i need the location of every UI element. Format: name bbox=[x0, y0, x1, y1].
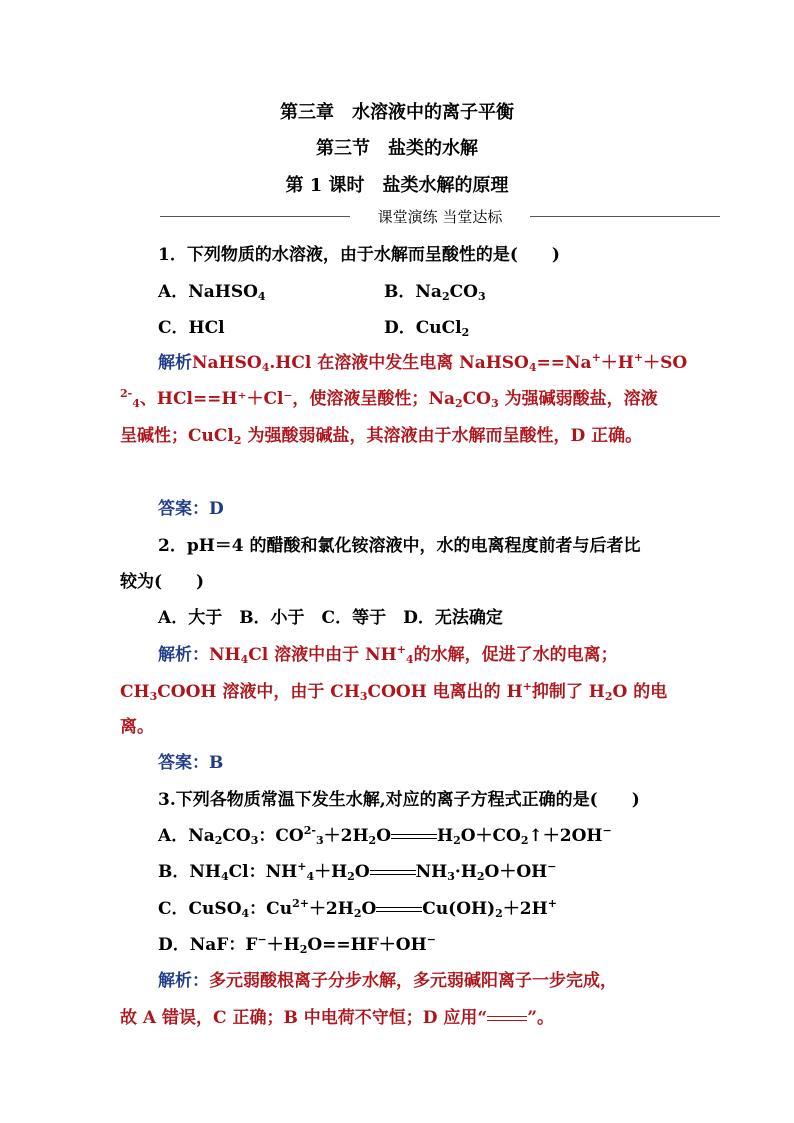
equilibrium-arrow-icon bbox=[376, 905, 422, 915]
q3-analysis-line-1: 解析：多元弱酸根离子分步水解，多元弱碱阳离子一步完成， bbox=[158, 971, 617, 991]
q3-option-d: D．NaF：$F^-+H_2O==HF+OH^-$ bbox=[158, 933, 436, 956]
q1-analysis-line-1: 解析NaHSO$_4$.HCl 在溶液中发生电离 NaHSO$_4$==Na+＋H+＋SO bbox=[158, 351, 688, 374]
q2-answer: 答案：B bbox=[158, 753, 224, 773]
equilibrium-arrow-icon bbox=[370, 868, 416, 878]
q2-stem-line-2: 较为( ) bbox=[120, 572, 205, 592]
q3-option-c: C．CuSO$_4$：$Cu^{2+}+2H_2O$ $Cu(OH)_2+2H^+$ bbox=[158, 897, 557, 920]
q2-analysis-line-3: 离。 bbox=[120, 717, 154, 737]
q3-stem: 3.下列各物质常温下发生水解,对应的离子方程式正确的是( ) bbox=[158, 790, 640, 810]
q1-answer: 答案：D bbox=[158, 499, 224, 519]
banner-text: 课堂演练 当堂达标 bbox=[377, 208, 503, 226]
q2-options: A．大于 B．小于 C．等于 D．无法确定 bbox=[158, 608, 503, 628]
q1-option-a: A．NaHSO$_4$ bbox=[158, 282, 266, 303]
q3-option-a: A．$Na_2CO_3$：$CO^{2-}_3+2H_2O$ $H_2O+CO_2↑+2OH^-$ bbox=[158, 824, 612, 847]
q1-option-b: B．$Na_2CO_3$ bbox=[384, 282, 486, 303]
section-title: 第三节 盐类的水解 bbox=[316, 138, 478, 159]
section-banner bbox=[160, 206, 720, 226]
equilibrium-arrow-icon bbox=[391, 832, 437, 842]
q2-analysis-line-1: 解析：$NH_4Cl$ 溶液中由于 $NH^+_4$的水解，促进了水的电离； bbox=[158, 643, 618, 666]
q1-option-d: D．CuCl$_2$ bbox=[384, 318, 470, 339]
q1-analysis-line-2: $^{2-}_4$、HCl==H⁺＋Cl⁻，使溶液呈酸性；$Na_2CO_3$ 为强碱弱酸盐，溶液 bbox=[120, 387, 658, 410]
q1-option-c: C．HCl bbox=[158, 318, 225, 338]
lesson-title: 第 1 课时 盐类水解的原理 bbox=[285, 175, 509, 196]
q1-stem: 1．下列物质的水溶液，由于水解而呈酸性的是( ) bbox=[158, 245, 560, 265]
banner-rule-right bbox=[530, 216, 720, 217]
q3-option-b: B．$NH_4Cl$：$NH^+_4+H_2O$ $NH_3\cdot H_2O+OH^-$ bbox=[158, 860, 557, 883]
q3-analysis-line-2: 故 A 错误，C 正确；B 中电荷不守恒；D 应用“ ”。 bbox=[120, 1008, 554, 1028]
equilibrium-arrow-icon bbox=[487, 1014, 527, 1024]
q2-stem-line-1: 2．pH＝4 的醋酸和氯化铵溶液中，水的电离程度前者与后者比 bbox=[158, 536, 641, 556]
q2-analysis-line-2: $CH_3COOH$ 溶液中，由于 $CH_3COOH$ 电离出的 H+抑制了 $H_2O$ 的电 bbox=[120, 680, 668, 703]
q1-analysis-line-3: 呈碱性；CuCl$_2$ 为强酸弱碱盐，其溶液由于水解而呈酸性，D 正确。 bbox=[120, 426, 643, 447]
chapter-title: 第三章 水溶液中的离子平衡 bbox=[280, 102, 514, 123]
